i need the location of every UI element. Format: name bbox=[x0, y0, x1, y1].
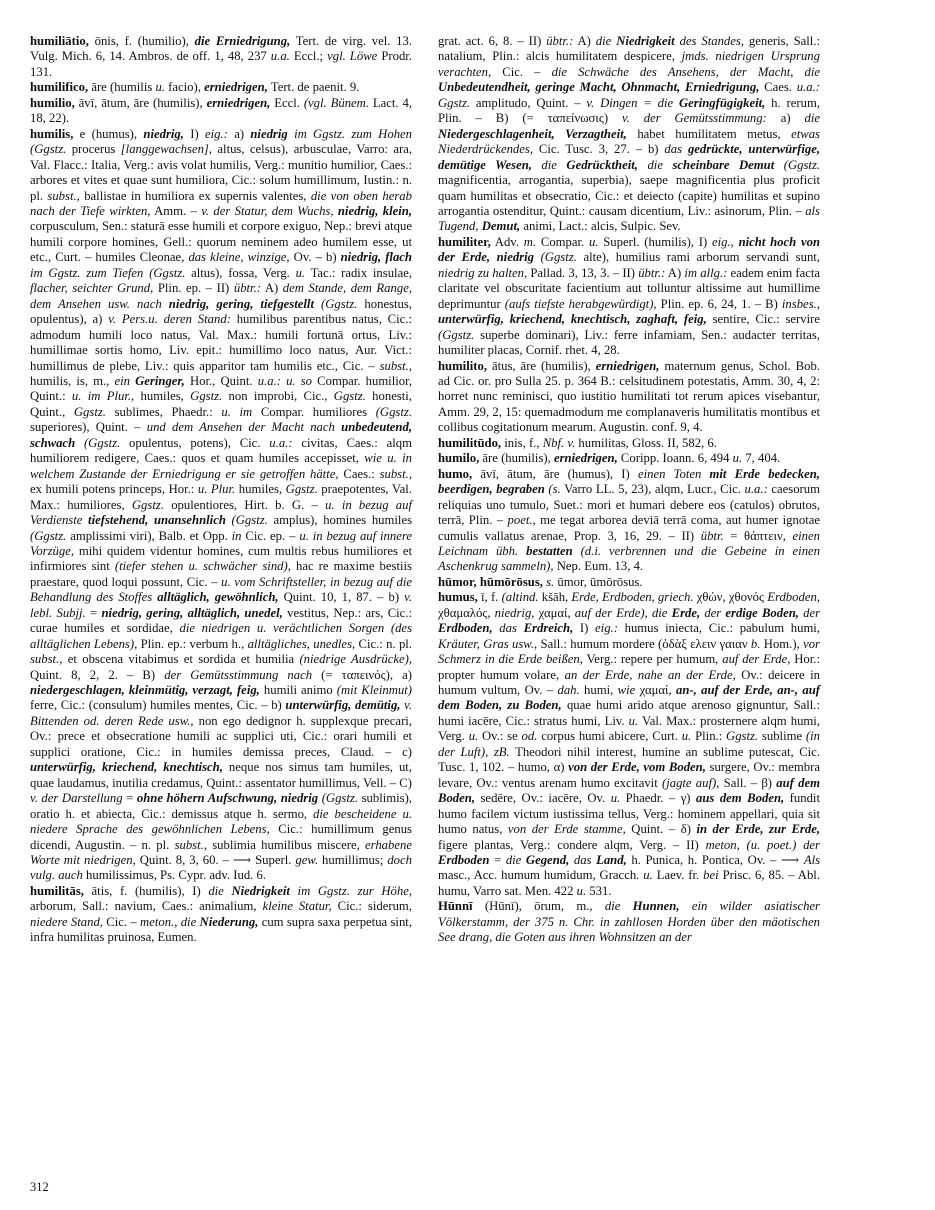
dictionary-entry: humo, āvī, ātum, āre (humus), I) einen Toten mit Erde bedecken, beerdigen, begraben (s. Varro LL. 5, 23), alqm, Lucr., Cic. u.a.: caesorum reliquias uno tumulo, Suet.: mori et humari debere eos (catulos) obrutos, terrā, Plin. – poet., me tegat arborea deviā terrā coma, aut humer ignotae cumulis vallatus arenae, Prop. 3, 16, 29. – II) übtr. = θάπτειν, einen Leichnam übh. bestatten (d.i. verbrennen und die Gebeine in einen Aschenkrug sammeln), Nep. Eum. 13, 4. bbox=[438, 466, 821, 574]
dictionary-entry: humilo, āre (humilis), erniedrigen, Coripp. Ioann. 6, 494 u. 7, 404. bbox=[438, 451, 781, 466]
dictionary-entry: Hūnnī (Hūnī), ōrum, m., die Hunnen, ein wilder asiatischer Völkerstamm, der 375 n. Chr. in zahllosen Horden über den mäotischen See drang, die Goten aus ihren Wohnsitzen an der bbox=[438, 899, 820, 945]
column-left bbox=[30, 34, 412, 946]
dictionary-entry: humilito, ātus, āre (humilis), erniedrigen, maternum genus, Schol. Bob. ad Cic. or. pro Sulla 25. p. 364 B.: celsitudinem potestatis, Amm. 30, 4, 2: horret nunc reminisci, quo iustitio humilitati tot rerum apices visebantur, Amm. 29, 2, 15: quemadmodum me complanaveris humilitatis montibus et collibus cogitationum mearum. Augustin. conf. 9, 4. bbox=[438, 358, 820, 435]
dictionary-entry: humiliter, Adv. m. Compar. u. Superl. (humilis), I) eig., nicht hoch von der Erde, niedrig (Ggstz. alte), humilius rami arborum servandi sunt, niedrig zu halten, Pallad. 3, 13, 3. – II) übtr.: A) im allg.: eadem enim facta claritate vel obscuritate facientium aut tolluntur altissime aut humillime deprimuntur (aufs tiefste herabgewürdigt), Plin. ep. 6, 24, 1. – B) insbes., unterwürfig, kriechend, knechtisch, zaghaft, feig, sentire, Cic.: servire (Ggstz. superbe dominari), Liv.: ferre infamiam, Sen.: audacter territas, humiliter placas, Cornif. rhet. 4, 28. bbox=[438, 234, 821, 358]
dictionary-entry: humilitās, ātis, f. (humilis), I) die Niedrigkeit im Ggstz. zur Höhe, arborum, Sall.: navium, Caes.: animalium, kleine Statur, Cic.: siderum, niedere Stand, Cic. – meton., die Niederung, cum supra saxa perpetua sint, infra humilitas pruinosa, Eumen. bbox=[30, 883, 413, 945]
dictionary-entry: humiliātio, ōnis, f. (humilio), die Erniedrigung, Tert. de virg. vel. 13. Vulg. Mich. 6, 14. Ambros. de off. 1, 48, 237 u.a. Eccl.; vgl. Löwe Prodr. 131. bbox=[30, 34, 412, 79]
dictionary-entry: humilitūdo, inis, f., Nbf. v. humilitas, Gloss. II, 582, 6. bbox=[438, 435, 717, 450]
dictionary-entry: hūmor, hūmōrōsus, s. ūmor, ūmōrōsus. bbox=[438, 574, 643, 589]
page-number: 312 bbox=[30, 1180, 49, 1194]
dictionary-entry: humilis, e (humus), niedrig, I) eig.: a) niedrig im Ggstz. zum Hohen (Ggstz. procerus [langgewachsen], altus, celsus), arbusculae, Varro: ara, Val. Flacc.: Italia, Verg.: avis volat humilis, Verg.: munitio humilior, Caes.: arbores et vites et quae sunt humiliora, Cic.: solum humillimum, Iustin.: n. pl. subst., ballistae in humiliora ex supernis valentes, die von oben herab nach der Tiefe wirkten, Amm. – v. der Statur, dem Wuchs, niedrig, klein, corpusculum, Sen.: staturā esse humili et corpore exiguo, Nep.: brevi atque humili corpore homines, Gell.: quorum neminem adeo humilem esse, ut etc., Curt. – humiles Cleonae, das kleine, winzige, Ov. – b) niedrig, flach im Ggstz. zum Tiefen (Ggstz. altus), fossa, Verg. u. Tac.: radix insulae, flacher, seichter Grund, Plin. ep. – II) übtr.: A) dem Stande, dem Range, dem Ansehen usw. nach niedrig, gering, tiefgestellt (Ggstz. honestus, opulentus), a) v. Pers.u. deren Stand: humilibus parentibus natus, Cic.: admodum humili loco natus, Val. Max.: humili fortunā ortus, Liv.: humillimae sortis homo, Liv. epit.: humillimo loco natus, Aur. Vict.: humillimus de plebe, Liv.: quis apparitor tam humilis etc., Cic. – subst., humilis, is, m., ein Geringer, Hor., Quint. u.a.: u. so Compar. humilior, Quint.: u. im Plur., humiles, Ggstz. non improbi, Cic., Ggstz. honesti, Quint., Ggstz. sublimes, Phaedr.: u. im Compar. humiliores (Ggstz. superiores), Quint. – und dem Ansehen der Macht nach unbedeutend, schwach (Ggstz. opulentus, potens), Cic. u.a.: civitas, Caes.: alqm humiliorem redigere, Caes.: quos et quam humiles accepisset, wie u. in welchem Zustande der Erniedrigung er sie getroffen hätte, Caes.: subst., ex humili potens princeps, Hor.: u. Plur. humiles, Ggstz. praepotentes, Val. Max.: humiliores, Ggstz. opulentiores, Hirt. b. G. – u. in bezug auf Verdienste tiefstehend, unansehnlich (Ggstz. amplus), homines humiles (Ggstz. amplissimi viri), Balb. et Opp. in Cic. ep. – u. in bezug auf innere Vorzüge, mihi quidem videntur homines, cum multis rebus humiliores et infirmiores sint (tiefer stehen u. schwächer sind), hac re maxime bestiis praestare, quod loqui possunt, Cic. – u. vom Schriftsteller, in bezug auf die Behandlung des Stoffes alltäglich, gewöhnlich, Quint. 10, 1, 87. – b) v. lebl. Subjj. = niedrig, gering, alltäglich, unedel, vestitus, Nep.: ars, Cic.: curae humiles et sordidae, die niedrigen u. verächtlichen Sorgen (des alltäglichen Lebens), Plin. ep.: verbum h., alltägliches, unedles, Cic.: n. pl. subst., et obscena vitabimus et sordida et humilia (niedrige Ausdrücke), Quint. 8, 2, 2. – B) der Gemütsstimmung nach (= ταπεινός), a) niedergeschlagen, kleinmütig, verzagt, feig, humili animo (mit Kleinmut) ferre, Cic.: (consulum) humiles mentes, Cic. – b) unterwürfig, demütig, v. Bittenden od. deren Rede usw., non ego dedignor h. supplexque precari, Ov.: prece et obsecratione humili ac supplici uti, Cic.: orari humili et supplici oratione, Cic.: in humiles demissa preces, Claud. – c) unterwürfig, kriechend, knechtisch, neque nos simus tam humiles, ut, quae laudamus, inutilia credamus, Quint.: assentator humillimus, Vell. – C) v. der Darstellung = ohne höhern Aufschwung, niedrig (Ggstz. sublimis), oratio h. et abiecta, Cic.: demissus atque h. sermo, die bescheidene u. niedere Sprache des gewöhnlichen Lebens, Cic.: humillimum genus dicendi, Augustin. – n. pl. subst., sublimia humilibus miscere, erhabene Worte mit niedrigen, Quint. 8, 3, 60. – ⟶ Superl. gew. humillimus; doch vulg. auch humilissimus, Ps. Cypr. adv. Iud. 6. bbox=[30, 126, 413, 883]
dictionary-entry: grat. act. 6, 8. – II) übtr.: A) die Niedrigkeit des Standes, generis, Sall.: natalium, Plin.: alcis humilitatem despicere, jmds. niedrigen Ursprung verachten, Cic. – die Schwäche des Ansehens, der Macht, die Unbedeutendheit, geringe Macht, Ohnmacht, Erniedrigung, Caes. u.a.: Ggstz. amplitudo, Quint. – v. Dingen = die Geringfügigkeit, h. rerum, Plin. – B) (= ταπείνωσις) v. der Gemütsstimmung: a) die Niedergeschlagenheit, Verzagtheit, habet humilitatem metus, etwas Niederdrückendes, Cic. Tusc. 3, 27. – b) das gedrückte, unterwürfige, demütige Wesen, die Gedrücktheit, die scheinbare Demut (Ggstz. magnificentia, arrogantia, superbia), saepe magnificentia plus proficit quam humilitas et obsecratio, Cic.: et deiecto (capite) humilitas et supino arrogantia ostenditur, Quint.: causam dicentium, Liv.: asinorum, Plin. – als Tugend, Demut, animi, Lact.: alcis, Sulpic. Sev. bbox=[438, 34, 821, 234]
column-right bbox=[438, 34, 820, 946]
dictionary-entry: humilifico, āre (humilis u. facio), erniedrigen, Tert. de paenit. 9. bbox=[30, 80, 360, 95]
dictionary-entry: humilio, āvī, ātum, āre (humilis), erniedrigen, Eccl. (vgl. Bünem. Lact. 4, 18, 22). bbox=[30, 95, 412, 126]
dictionary-entry: humus, ī, f. (altind. kšāh, Erde, Erdboden, griech. χθών, χθονός Erdboden, χθαμαλός, niedrig, χαμαί, auf der Erde), die Erde, der erdige Boden, der Erdboden, das Erdreich, I) eig.: humus iniecta, Cic.: pabulum humi, Kräuter, Gras usw., Sall.: humum mordere (ὀδὰξ ελειν γαιαν b. Hom.), vor Schmerz in die Erde beißen, Verg.: repere per humum, auf der Erde, Hor.: propter humum volare, an der Erde, nahe an der Erde, Ov.: deicere in humum vultum, Ov. – dah. humi, wie χαμαί, an-, auf der Erde, an-, auf dem Boden, zu Boden, quae humi arido atque arenoso gignuntur, Sall.: humi iacēre, Cic.: stratus humi, Liv. u. Val. Max.: prosternere alqm humi, Verg. u. Ov.: se od. corpus humi abicere, Curt. u. Plin.: Ggstz. sublime (in der Luft), zB. Theodori nihil interest, humine an sublime putescat, Cic. Tusc. 1, 102. – humo, α) von der Erde, vom Boden, surgere, Ov.: membra levare, Ov.: ventus arenam humo excitavit (jagte auf), Sall. – β) auf dem Boden, sedēre, Ov.: iacēre, Ov. u. Phaedr. – γ) aus dem Boden, fundit humo facilem victum iustissima tellus, Verg.: hominem appellari, quia sit humo natus, von der Erde stamme, Quint. – δ) in der Erde, zur Erde, figere plantas, Verg.: condere alqm, Verg. – II) meton, (u. poet.) der Erdboden = die Gegend, das Land, h. Punica, h. Pontica, Ov. – ⟶ Als masc., Acc. humum humidum, Gracch. u. Laev. fr. bei Prisc. 6, 85. – Abl. humu, Varro sat. Men. 422 u. 531. bbox=[438, 590, 821, 898]
